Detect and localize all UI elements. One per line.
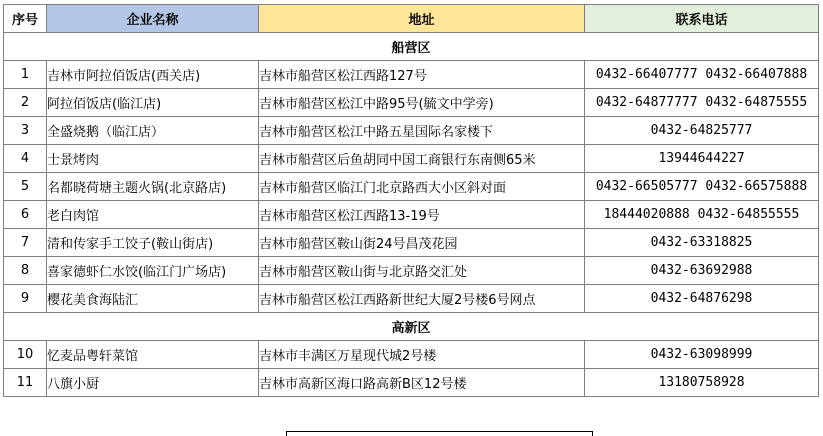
table-row [4, 145, 819, 173]
cell-seq: 6 [4, 201, 47, 229]
cell-phone: 0432-66407777 0432-66407888 [585, 61, 819, 89]
cell-name: 吉林市阿拉佰饭店(西关店) [47, 61, 259, 89]
cell-seq: 10 [4, 341, 47, 369]
header-address: 地址 [259, 5, 585, 33]
cell-seq: 7 [4, 229, 47, 257]
cell-name: 士景烤肉 [47, 145, 259, 173]
cell-address: 吉林市船营区临江门北京路西大小区斜对面 [259, 173, 585, 201]
cell-phone: 0432-63098999 [585, 341, 819, 369]
cell-name: 阿拉佰饭店(临江店) [47, 89, 259, 117]
cell-address: 吉林市船营区松江西路新世纪大厦2号楼6号网点 [259, 285, 585, 313]
cell-name: 八旗小厨 [47, 369, 259, 397]
cell-seq: 1 [4, 61, 47, 89]
header-name: 企业名称 [47, 5, 259, 33]
cell-address: 吉林市船营区后鱼胡同中国工商银行东南侧65米 [259, 145, 585, 173]
table-row [4, 89, 819, 117]
cell-phone: 0432-63318825 [585, 229, 819, 257]
table-row [4, 257, 819, 285]
table-row [4, 341, 819, 369]
table-row [4, 117, 819, 145]
cell-name: 喜家德虾仁水饺(临江门广场店) [47, 257, 259, 285]
cell-seq: 2 [4, 89, 47, 117]
cell-seq: 3 [4, 117, 47, 145]
header-phone: 联系电话 [585, 5, 819, 33]
cell-address: 吉林市船营区松江中路95号(毓文中学旁) [259, 89, 585, 117]
cell-address: 吉林市船营区鞍山街与北京路交汇处 [259, 257, 585, 285]
table-row [4, 285, 819, 313]
cell-seq: 5 [4, 173, 47, 201]
header-seq: 序号 [4, 5, 47, 33]
cell-address: 吉林市船营区松江西路127号 [259, 61, 585, 89]
cell-phone: 13944644227 [585, 145, 819, 173]
cell-name: 老白肉馆 [47, 201, 259, 229]
bottom-border-fragment [286, 431, 593, 436]
cell-name: 清和传家手工饺子(鞍山街店) [47, 229, 259, 257]
restaurant-table [3, 4, 819, 397]
header-row [4, 5, 819, 33]
cell-phone: 0432-66505777 0432-66575888 [585, 173, 819, 201]
cell-phone: 0432-64825777 [585, 117, 819, 145]
table-row [4, 61, 819, 89]
cell-address: 吉林市高新区海口路高新B区12号楼 [259, 369, 585, 397]
cell-seq: 4 [4, 145, 47, 173]
section-title: 高新区 [4, 313, 819, 341]
cell-seq: 11 [4, 369, 47, 397]
cell-address: 吉林市丰满区万星现代城2号楼 [259, 341, 585, 369]
cell-name: 全盛烧鹅（临江店） [47, 117, 259, 145]
section-title: 船营区 [4, 33, 819, 61]
cell-seq: 9 [4, 285, 47, 313]
cell-address: 吉林市船营区松江中路五星国际名家楼下 [259, 117, 585, 145]
cell-phone: 18444020888 0432-64855555 [585, 201, 819, 229]
table-row [4, 173, 819, 201]
table-row [4, 369, 819, 397]
cell-name: 樱花美食海陆汇 [47, 285, 259, 313]
table-row [4, 201, 819, 229]
cell-phone: 0432-63692988 [585, 257, 819, 285]
cell-name: 忆麦品粤轩菜馆 [47, 341, 259, 369]
cell-address: 吉林市船营区松江西路13-19号 [259, 201, 585, 229]
cell-phone: 0432-64876298 [585, 285, 819, 313]
table-row [4, 229, 819, 257]
section-row [4, 313, 819, 341]
section-row [4, 33, 819, 61]
cell-phone: 0432-64877777 0432-64875555 [585, 89, 819, 117]
cell-seq: 8 [4, 257, 47, 285]
cell-name: 名都晓荷塘主题火锅(北京路店) [47, 173, 259, 201]
cell-phone: 13180758928 [585, 369, 819, 397]
cell-address: 吉林市船营区鞍山街24号昌茂花园 [259, 229, 585, 257]
